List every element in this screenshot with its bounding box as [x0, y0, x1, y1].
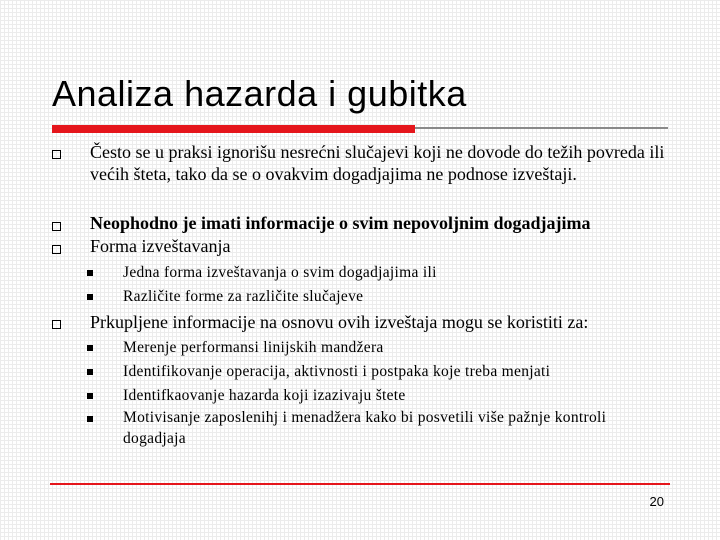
page-number: 20	[649, 494, 664, 509]
hollow-square-bullet-icon	[52, 320, 61, 329]
filled-square-bullet-icon	[87, 369, 93, 375]
hollow-square-bullet-icon	[52, 245, 61, 254]
hollow-square-bullet-icon	[52, 150, 61, 159]
title-underline-rule	[415, 127, 668, 129]
sub-bullet-text: Jedna forma izveštavanja o svim dogadjajima ili	[123, 264, 437, 281]
filled-square-bullet-icon	[87, 393, 93, 399]
sub-bullet-text: Motivisanje zaposlenihj i menadžera kako bi posvetili više pažnje kontroli dogadjaja	[123, 409, 607, 447]
filled-square-bullet-icon	[87, 345, 93, 351]
sub-bullet-text: Merenje performansi linijskih mandžera	[123, 339, 384, 356]
footer-rule	[50, 483, 670, 485]
hollow-square-bullet-icon	[52, 222, 61, 231]
bullet-text: Neophodno je imati informacije o svim nepovoljnim dogadjajima	[90, 213, 591, 233]
bullet-text: Često se u praksi ignorišu nesrećni slučajevi koji ne dovode do težih povreda ili većih šteta, tako da se o ovakvim dogadjajima ne podnose izveštaji.	[90, 142, 665, 184]
bullet-text: Forma izveštavanja	[90, 236, 231, 256]
filled-square-bullet-icon	[87, 294, 93, 300]
filled-square-bullet-icon	[87, 416, 93, 422]
filled-square-bullet-icon	[87, 270, 93, 276]
title-underline-accent	[52, 125, 415, 133]
bullet-text: Prkupljene informacije na osnovu ovih izveštaja mogu se koristiti za:	[90, 312, 589, 332]
slide-title: Analiza hazarda i gubitka	[52, 73, 467, 114]
sub-bullet-text: Različite forme za različite slučajeve	[123, 288, 364, 305]
sub-bullet-text: Identifikovanje operacija, aktivnosti i postpaka koje treba menjati	[123, 363, 551, 380]
sub-bullet-text: Identifkaovanje hazarda koji izazivaju štete	[123, 387, 406, 404]
